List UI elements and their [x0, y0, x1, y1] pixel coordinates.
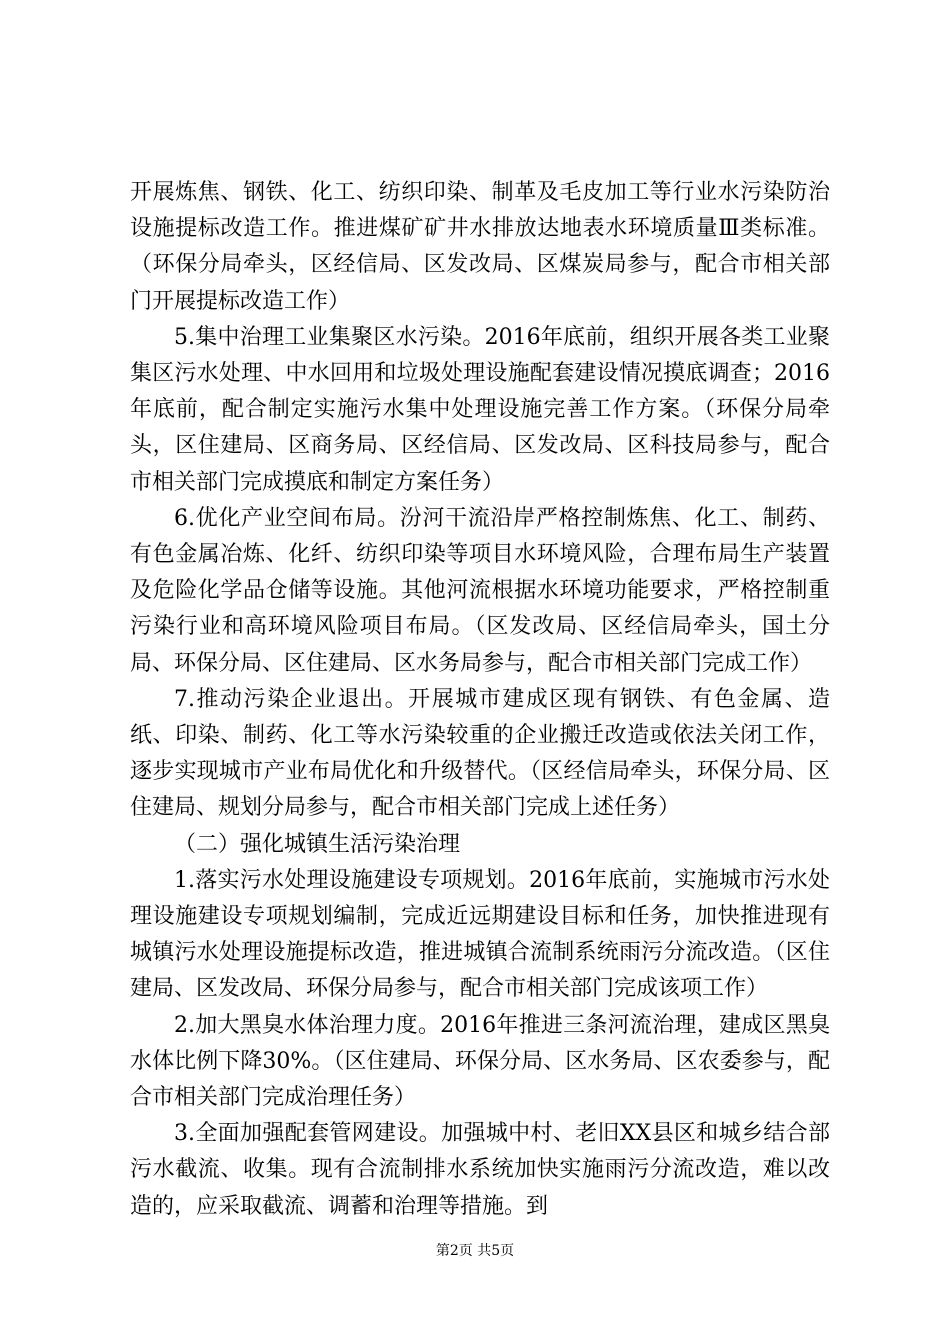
paragraph-continuation: 开展炼焦、钢铁、化工、纺织印染、制革及毛皮加工等行业水污染防治设施提标改造工作。推进煤矿矿井水排放达地表水环境质量Ⅲ类标准。（环保分局牵头，区经信局、区发改局、区煤炭局参与，配合市相关部门开展提标改造工作） [130, 180, 830, 314]
paragraph-item-1: 1.落实污水处理设施建设专项规划。2016年底前，实施城市污水处理设施建设专项规划编制，完成近远期建设目标和任务，加快推进现有城镇污水处理设施提标改造，推进城镇合流制系统雨污分流改造。（区住建局、区发改局、环保分局参与，配合市相关部门完成该项工作） [130, 867, 830, 1002]
paragraph-item-7: 7.推动污染企业退出。开展城市建成区现有钢铁、有色金属、造纸、印染、制药、化工等水污染较重的企业搬迁改造或依法关闭工作，逐步实现城市产业布局优化和升级替代。（区经信局牵头，环保分局、区住建局、规划分局参与，配合市相关部门完成上述任务） [130, 686, 830, 821]
paragraph-item-5: 5.集中治理工业集聚区水污染。2016年底前，组织开展各类工业聚集区污水处理、中水回用和垃圾处理设施配套建设情况摸底调查；2016年底前，配合制定实施污水集中处理设施完善工作方案。（环保分局牵头，区住建局、区商务局、区经信局、区发改局、区科技局参与，配合市相关部门完成摸底和制定方案任务） [130, 324, 830, 495]
paragraph-item-3: 3.全面加强配套管网建设。加强城中村、老旧XX县区和城乡结合部污水截流、收集。现有合流制排水系统加快实施雨污分流改造，难以改造的，应采取截流、调蓄和治理等措施。到 [130, 1121, 830, 1219]
paragraph-item-2: 2.加大黑臭水体治理力度。2016年推进三条河流治理，建成区黑臭水体比例下降30%。（区住建局、环保分局、区水务局、区农委参与，配合市相关部门完成治理任务） [130, 1012, 830, 1111]
document-body [130, 175, 830, 1225]
paragraph-item-6: 6.优化产业空间布局。汾河干流沿岸严格控制炼焦、化工、制药、有色金属冶炼、化纤、纺织印染等项目水环境风险，合理布局生产装置及危险化学品仓储等设施。其他河流根据水环境功能要求，严格控制重污染行业和高环境风险项目布局。（区发改局、区经信局牵头，国土分局、环保分局、区住建局、区水务局参与，配合市相关部门完成工作） [130, 505, 830, 676]
section-heading: （二）强化城镇生活污染治理 [174, 831, 461, 857]
page-footer: 第2页 共5页 [435, 1243, 515, 1259]
